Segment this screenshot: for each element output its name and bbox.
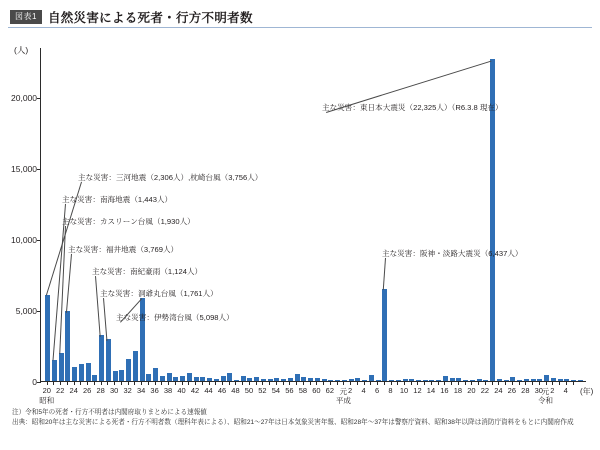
bar	[308, 378, 313, 381]
bar	[531, 379, 536, 381]
x-tick-mark	[229, 382, 230, 385]
x-tick-mark	[121, 382, 122, 385]
x-tick-label: 8	[388, 386, 393, 395]
x-tick-mark	[391, 382, 392, 385]
bar	[227, 373, 232, 381]
chart-annotation: 主な災害：東日本大震災（22,325人）（R6.3.8 現在）	[322, 103, 503, 112]
x-tick-mark	[532, 382, 533, 385]
bar	[140, 298, 145, 381]
x-tick-mark	[451, 382, 452, 385]
x-tick-label: 16	[440, 386, 449, 395]
x-tick-label: 56	[285, 386, 294, 395]
x-tick-mark	[155, 382, 156, 385]
bar	[551, 378, 556, 381]
bar	[456, 378, 461, 381]
bar	[524, 379, 529, 381]
x-era-label: 平成	[335, 396, 351, 405]
x-tick-mark	[397, 382, 398, 385]
x-tick-label: 26	[507, 386, 517, 395]
x-tick-mark	[478, 382, 479, 385]
x-tick-label: 34	[136, 386, 146, 395]
x-tick-label: 20	[467, 386, 476, 395]
x-tick-mark	[53, 382, 54, 385]
bar	[207, 378, 212, 381]
x-tick-mark	[350, 382, 351, 385]
x-tick-mark	[209, 382, 210, 385]
x-era-label: 昭和	[39, 396, 55, 405]
x-tick-mark	[188, 382, 189, 385]
bar	[416, 380, 421, 381]
x-tick-mark	[202, 382, 203, 385]
x-tick-mark	[438, 382, 439, 385]
bar	[160, 376, 165, 381]
x-tick-label: 30	[109, 386, 119, 395]
bar	[510, 377, 515, 381]
figure-badge: 図表1	[10, 10, 42, 24]
bar	[194, 377, 199, 381]
bar	[254, 377, 259, 381]
x-tick-mark	[546, 382, 547, 385]
x-tick-mark	[424, 382, 425, 385]
x-tick-mark	[417, 382, 418, 385]
bar	[564, 379, 569, 381]
bar	[92, 375, 97, 381]
x-tick-mark	[242, 382, 243, 385]
bar	[369, 375, 374, 381]
bar	[335, 380, 340, 381]
y-axis-unit: (人)	[14, 45, 29, 55]
bar	[443, 376, 448, 381]
x-tick-mark	[384, 382, 385, 385]
bar	[409, 379, 414, 381]
bar	[423, 380, 428, 381]
bar	[106, 339, 111, 381]
x-tick-label: 42	[190, 386, 200, 395]
x-era-label: 令和	[538, 396, 554, 405]
x-tick-mark	[168, 382, 169, 385]
bar	[113, 371, 118, 381]
bar	[544, 375, 549, 381]
bar	[295, 374, 300, 381]
footnotes	[12, 408, 590, 427]
x-tick-label: 54	[271, 386, 281, 395]
x-tick-label: 28	[521, 386, 530, 395]
x-tick-mark	[80, 382, 81, 385]
bar	[241, 376, 246, 381]
bar	[463, 380, 468, 381]
x-tick-mark	[148, 382, 149, 385]
bar	[504, 380, 509, 381]
x-tick-label: 28	[96, 386, 105, 395]
x-tick-mark	[195, 382, 196, 385]
x-tick-mark	[101, 382, 102, 385]
x-tick-mark	[505, 382, 506, 385]
x-tick-label: 20	[42, 386, 51, 395]
bar	[45, 295, 50, 381]
x-tick-mark	[235, 382, 236, 385]
x-tick-label: 62	[325, 386, 335, 395]
x-tick-mark	[552, 382, 553, 385]
note-line-1: 注）令和5年の死者・行方不明者は内閣府取りまとめによる速報値	[12, 409, 207, 416]
x-tick-mark	[107, 382, 108, 385]
bar	[376, 380, 381, 381]
bar	[153, 368, 158, 381]
bar	[517, 380, 522, 381]
x-tick-mark	[404, 382, 405, 385]
x-tick-mark	[128, 382, 129, 385]
bar	[382, 289, 387, 381]
bar	[59, 353, 64, 381]
x-tick-mark	[94, 382, 95, 385]
y-tick-label: 20,000	[11, 92, 37, 103]
x-tick-label: 38	[163, 386, 173, 395]
bar	[389, 380, 394, 381]
x-tick-mark	[87, 382, 88, 385]
x-tick-label: 52	[258, 386, 267, 395]
x-tick-label: 22	[56, 386, 65, 395]
x-tick-label: 18	[453, 386, 463, 395]
x-tick-mark	[249, 382, 250, 385]
x-tick-mark	[323, 382, 324, 385]
bar	[497, 379, 502, 381]
x-tick-mark	[343, 382, 344, 385]
x-tick-label: 4	[361, 386, 366, 395]
x-tick-mark	[444, 382, 445, 385]
bar	[436, 380, 441, 381]
bar	[133, 351, 138, 381]
x-tick-mark	[47, 382, 48, 385]
bar	[578, 380, 583, 381]
y-tick-label: 15,000	[11, 163, 37, 174]
bar	[268, 379, 273, 381]
x-tick-mark	[573, 382, 574, 385]
bar	[65, 311, 70, 381]
x-tick-label: 36	[150, 386, 159, 395]
x-tick-mark	[411, 382, 412, 385]
bar	[261, 379, 266, 381]
bar	[429, 380, 434, 381]
x-tick-label: 30	[534, 386, 543, 395]
x-tick-mark	[330, 382, 331, 385]
x-tick-mark	[222, 382, 223, 385]
x-tick-label: 14	[426, 386, 436, 395]
x-tick-label: 50	[244, 386, 254, 395]
x-tick-mark	[256, 382, 257, 385]
bar	[362, 380, 367, 381]
x-tick-mark	[60, 382, 61, 385]
x-tick-mark	[559, 382, 560, 385]
bar	[315, 378, 320, 381]
x-tick-mark	[471, 382, 472, 385]
bar-series	[41, 48, 586, 381]
x-tick-mark	[141, 382, 142, 385]
bar	[234, 380, 239, 381]
bar	[328, 380, 333, 381]
x-tick-mark	[303, 382, 304, 385]
bar	[173, 377, 178, 381]
bar	[214, 379, 219, 381]
title-divider	[8, 27, 592, 28]
x-tick-mark	[215, 382, 216, 385]
bar	[247, 378, 252, 381]
y-tick-label: 10,000	[11, 234, 37, 245]
x-tick-mark	[276, 382, 277, 385]
x-tick-mark	[74, 382, 75, 385]
bar	[52, 360, 57, 381]
x-tick-mark	[364, 382, 365, 385]
chart-annotation: 主な災害：カスリーン台風（1,930人）	[62, 217, 195, 226]
x-tick-mark	[337, 382, 338, 385]
chart-annotation: 主な災害：洞爺丸台風（1,761人）	[100, 289, 218, 298]
x-tick-label: 22	[480, 386, 490, 395]
x-tick-label: 48	[231, 386, 240, 395]
bar	[221, 376, 226, 381]
bar	[403, 379, 408, 381]
chart-annotation: 主な災害：伊勢湾台風（5,098人）	[116, 313, 234, 322]
x-tick-mark	[316, 382, 317, 385]
x-tick-mark	[357, 382, 358, 385]
page-title: 自然災害による死者・行方不明者数	[47, 11, 253, 25]
bar	[200, 377, 205, 381]
chart-annotation: 主な災害：福井地震（3,769人）	[68, 245, 179, 254]
x-tick-label: 26	[83, 386, 92, 395]
x-tick-mark	[498, 382, 499, 385]
x-tick-mark	[269, 382, 270, 385]
x-tick-mark	[465, 382, 466, 385]
chart-annotation: 主な災害：三河地震（2,306人）,枕崎台風（3,756人）	[78, 173, 263, 182]
bar	[483, 380, 488, 381]
x-axis-unit: (年)	[580, 387, 594, 396]
x-tick-mark	[114, 382, 115, 385]
x-tick-label: 40	[177, 386, 186, 395]
bar	[126, 359, 131, 381]
plot-area	[11, 48, 586, 387]
x-tick-label: 元	[339, 387, 348, 396]
x-tick-mark	[182, 382, 183, 385]
bar	[301, 377, 306, 381]
x-tick-mark	[525, 382, 526, 385]
bar	[342, 380, 347, 381]
x-tick-mark	[512, 382, 513, 385]
x-tick-label: 24	[494, 386, 503, 395]
x-tick-mark	[289, 382, 290, 385]
x-tick-mark	[458, 382, 459, 385]
bar	[167, 373, 172, 381]
x-tick-label: 58	[298, 386, 308, 395]
bar	[146, 374, 151, 382]
bar	[355, 378, 360, 381]
bar	[288, 378, 293, 381]
x-tick-label: 12	[413, 386, 422, 395]
chart-annotation: 主な災害：南紀豪雨（1,124人）	[92, 267, 203, 276]
bar	[396, 380, 401, 381]
x-tick-mark	[485, 382, 486, 385]
bar	[119, 370, 124, 381]
bar	[571, 380, 576, 381]
x-tick-mark	[377, 382, 378, 385]
bar	[558, 379, 563, 381]
x-tick-label: 2	[347, 386, 353, 395]
x-tick-label: 4	[563, 386, 568, 395]
bar	[86, 363, 91, 381]
x-tick-mark	[370, 382, 371, 385]
y-tick-label: 5,000	[15, 305, 37, 316]
x-tick-label: 10	[399, 386, 409, 395]
y-tick-label: 0	[32, 377, 37, 387]
x-tick-mark	[67, 382, 68, 385]
x-tick-mark	[539, 382, 540, 385]
x-tick-mark	[310, 382, 311, 385]
x-tick-mark	[262, 382, 263, 385]
x-tick-mark	[431, 382, 432, 385]
x-tick-mark	[519, 382, 520, 385]
chart-annotation: 主な災害：阪神・淡路大震災（6,437人）	[382, 249, 523, 258]
bar	[72, 367, 77, 381]
x-tick-mark	[161, 382, 162, 385]
bar	[537, 379, 542, 381]
note-line-2: 出典：昭和20年は主な災害による死者・行方不明者数（理科年表による）、昭和21〜27年は日本気象災害年報、昭和28年〜37年は警察庁資料、昭和38年以降は消防庁資料をもとに内閣府作成	[12, 418, 574, 426]
bar	[450, 378, 455, 381]
bar	[79, 364, 84, 381]
x-tick-label: 2	[550, 386, 555, 395]
bar	[349, 379, 354, 381]
x-tick-mark	[492, 382, 493, 385]
bar	[187, 373, 192, 381]
x-tick-mark	[175, 382, 176, 385]
x-tick-label: 6	[374, 386, 380, 395]
x-tick-mark	[134, 382, 135, 385]
x-tick-label: 32	[123, 386, 132, 395]
bar	[470, 380, 475, 381]
bar	[274, 378, 279, 381]
x-tick-mark	[296, 382, 297, 385]
x-tick-label: 元	[541, 387, 550, 396]
bar	[322, 379, 327, 381]
x-tick-mark	[283, 382, 284, 385]
x-tick-label: 60	[312, 386, 321, 395]
x-tick-mark	[566, 382, 567, 385]
x-tick-label: 24	[69, 386, 78, 395]
chart-annotation: 主な災害：南海地震（1,443人）	[62, 195, 173, 204]
bar	[281, 379, 286, 381]
figure-header	[10, 8, 253, 26]
bar	[477, 379, 482, 381]
x-tick-label: 46	[217, 386, 227, 395]
bar	[99, 335, 104, 381]
bar	[180, 376, 185, 381]
x-tick-label: 44	[204, 386, 213, 395]
